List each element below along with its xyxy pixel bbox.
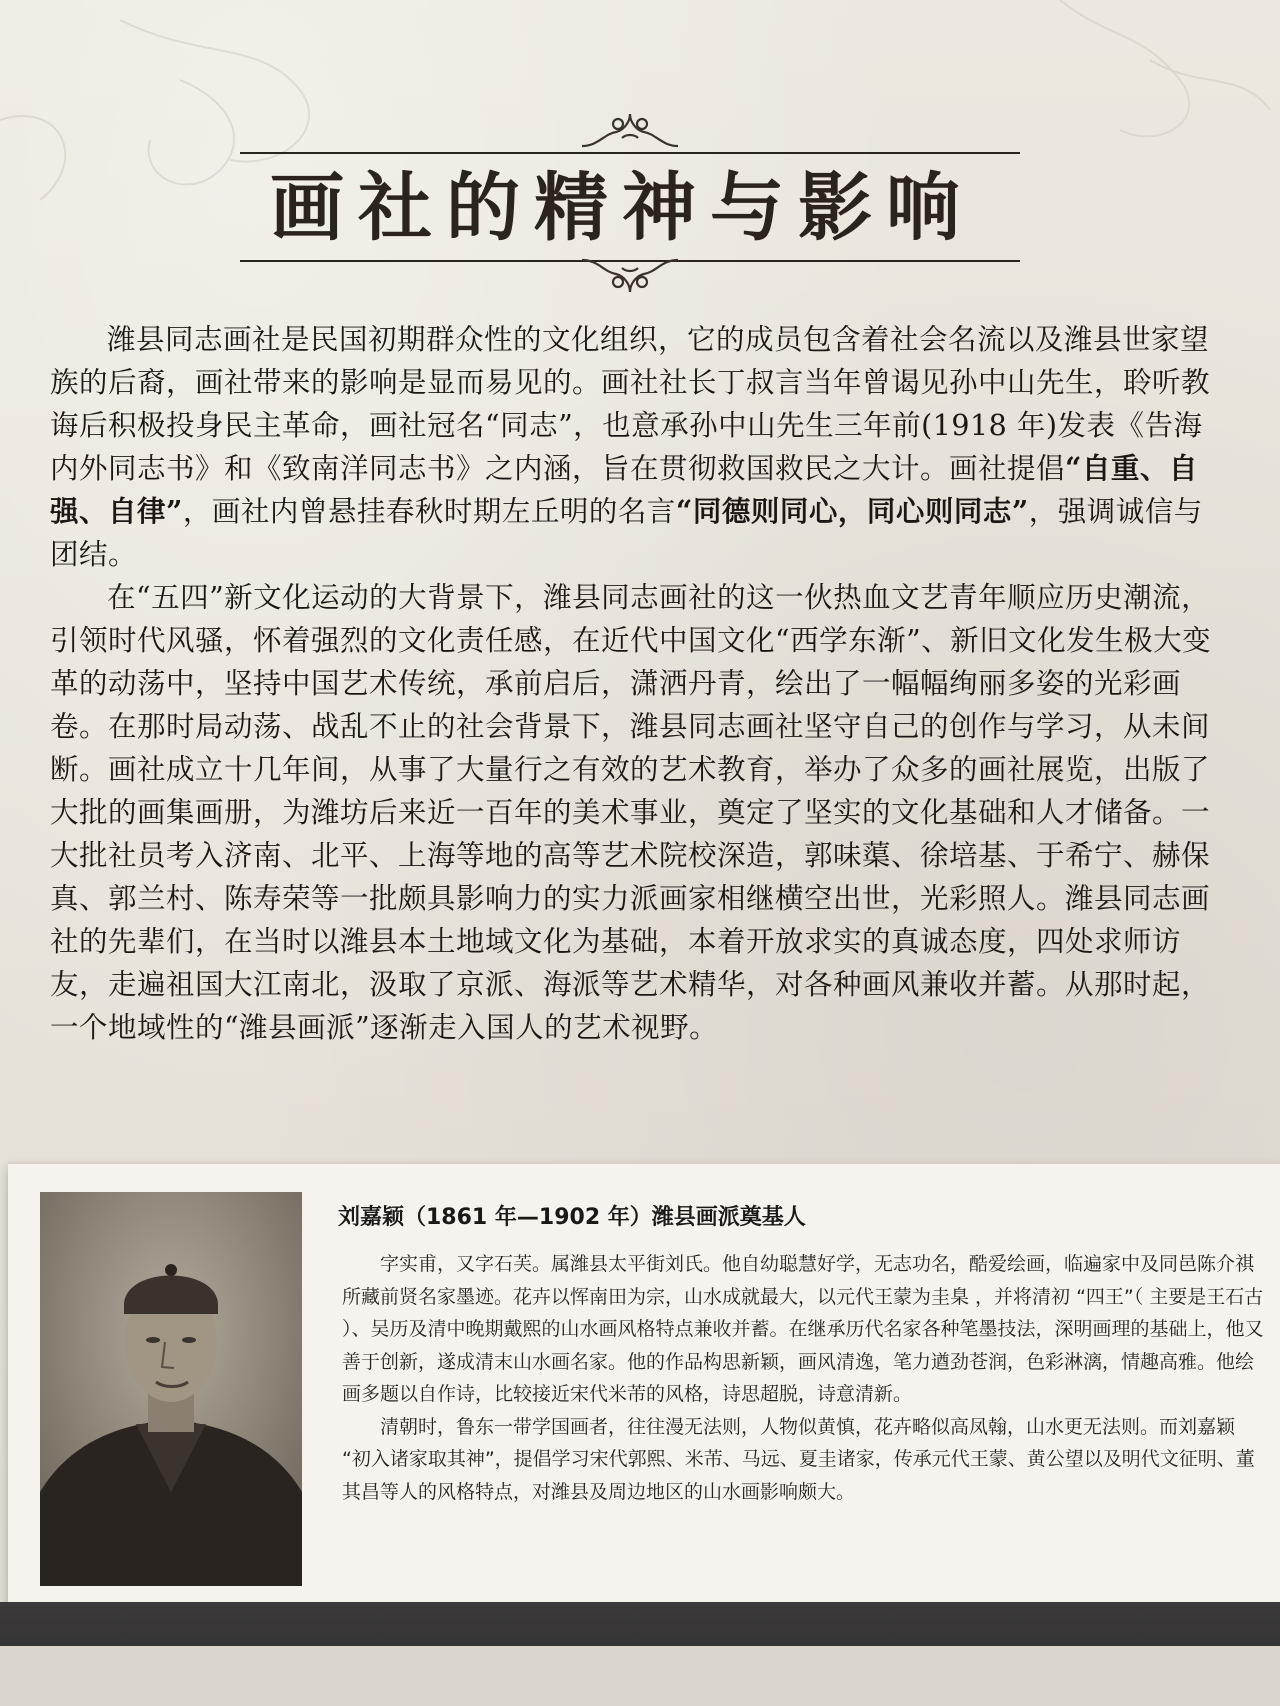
page-title: 画社的精神与影响 xyxy=(270,165,974,251)
paragraph-2: 在“五四”新文化运动的大背景下，潍县同志画社的这一伙热血文艺青年顺应历史潮流，引领时代风骚，怀着强烈的文化责任感，在近代中国文化“西学东渐”、新旧文化发生极大变革的动荡中，坚持中国艺术传统，承前启后，潇洒丹青，绘出了一幅幅绚丽多姿的光彩画卷。在那时局动荡、战乱不止的社会背景下，潍县同志画社坚守自己的创作与学习，从未间断。画社成立十几年间，从事了大量行之有效的艺术教育，举办了众多的画社展览，出版了大批的画集画册，为潍坊后来近一百年的美术事业，奠定了坚实的文化基础和人才储备。一大批社员考入济南、北平、上海等地的高等艺术院校深造，郭味蕖、徐培基、于希宁、赫保真、郭兰村、陈寿荣等一批颇具影响力的实力派画家相继横空出世，光彩照人。潍县同志画社的先辈们，在当时以潍县本土地域文化为基础，本着开放求实的真诚态度，四处求师访友，走遍祖国大江南北，汲取了京派、海派等艺术精华，对各种画风兼收并蓄。从那时起，一个地域性的“潍县画派”逐渐走入国人的艺术视野。 xyxy=(50,581,1212,1044)
motto-same-heart: “同德则同心，同心则同志” xyxy=(675,494,1029,528)
cloud-scroll-ornament-icon xyxy=(578,258,682,298)
motto-self-discipline: “自重、自强、自律” xyxy=(50,451,1198,528)
paragraph-1-part-e: ，强调诚信与团结。 xyxy=(50,495,1203,571)
paragraph-1-part-a: 潍县同志画社是民国初期群众性的文化组织，它的成员包含着社会名流以及潍县世家望族的后裔，画社带来的影响是显而易见的。画社社长丁叔言当年曾谒见孙中山先生，聆听教诲后积极投身民主革命，画社冠名“同志”，也意承孙中山先生三年前(1918 年)发表《告海内外同志书》和《致南洋同志书》之内涵，旨在贯彻救国救民之大计。画社提倡 xyxy=(50,323,1211,485)
biography-text xyxy=(342,1248,1264,1508)
card-base-shadow xyxy=(0,1602,1280,1706)
paragraph-1-part-c: ，画社内曾悬挂春秋时期左丘明的名言 xyxy=(182,495,676,528)
biography-paragraph-2: 清朝时，鲁东一带学国画者，往往漫无法则，人物似黄慎，花卉略似高凤翰，山水更无法则。而刘嘉颖 “初入诸家取其神”，提倡学习宋代郭熙、米芾、马远、夏圭诸家，传承元代王蒙、黄公望以及明代文征明、董其昌等人的风格特点，对潍县及周边地区的山水画影响颇大。 xyxy=(342,1415,1255,1503)
paragraph-1 xyxy=(50,318,1230,576)
title-rule-top xyxy=(240,152,1020,154)
portrait-photo xyxy=(40,1192,302,1586)
biography-heading: 刘嘉颖（1861 年—1902 年）潍县画派奠基人 xyxy=(338,1205,806,1230)
portrait-illustration xyxy=(40,1192,302,1586)
title-block xyxy=(240,108,1020,298)
lower-wall xyxy=(0,1646,1280,1706)
biography-card xyxy=(8,1162,1280,1604)
main-body-text xyxy=(50,318,1230,1049)
cloud-scroll-ornament-icon xyxy=(578,108,682,148)
biography-paragraph-1: 字实甫，又字石芙。属潍县太平街刘氏。他自幼聪慧好学，无志功名，酷爱绘画，临遍家中及同邑陈介祺所藏前贤名家墨迹。花卉以恽南田为宗，山水成就最大，以元代王蒙为圭臬 ，并将清初 “四王”（ 主要是王石古 ）、吴历及清中晚期戴熙的山水画风格特点兼收并蓄。在继承历代名家各种笔墨技法，深明画理的基础上，他又善于创新，遂成清末山水画名家。他的作品构思新颖，画风清逸，笔力遒劲苍润，色彩淋漓，情趣高雅。他绘画多题以自作诗，比较接近宋代米芾的风格，诗思超脱，诗意清新。 xyxy=(342,1253,1264,1405)
